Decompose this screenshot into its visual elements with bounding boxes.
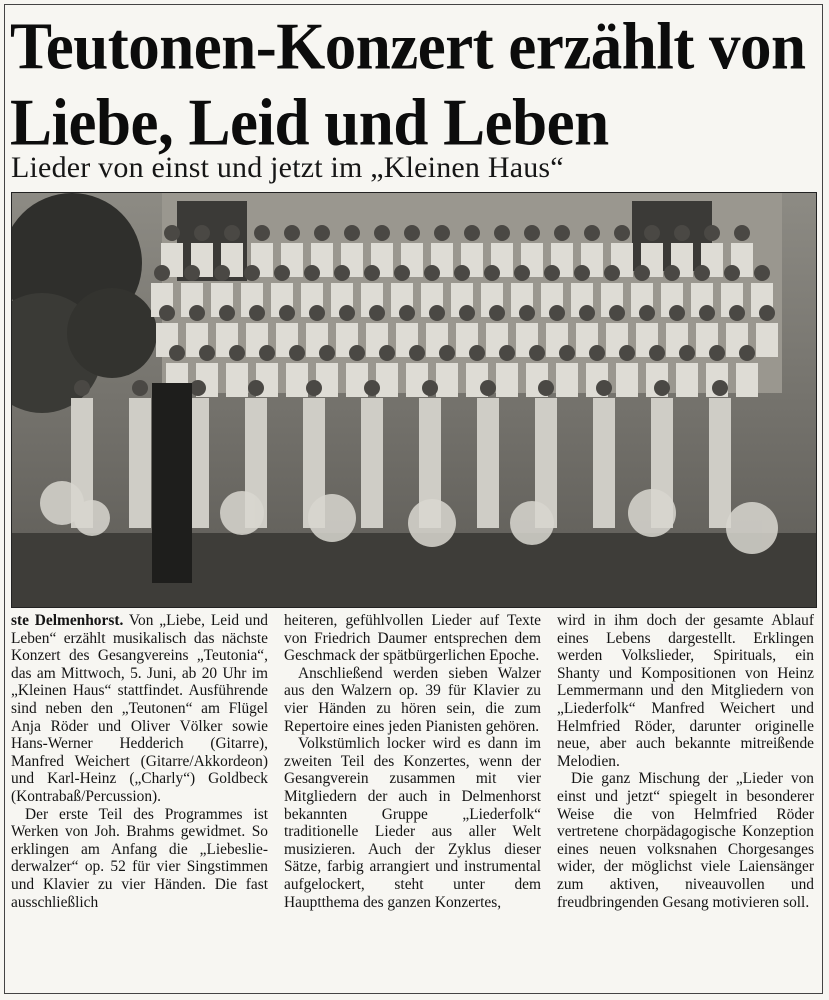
singer-head: [699, 305, 715, 321]
singer-head: [289, 345, 305, 361]
singer-head: [619, 345, 635, 361]
dateline: ste Delmenhorst.: [11, 612, 124, 629]
singer-head: [429, 305, 445, 321]
singer-head: [524, 225, 540, 241]
singer-head: [559, 345, 575, 361]
singer-head: [379, 345, 395, 361]
paragraph-text: Die ganz Mischung der „Lieder von einst und jetzt“ spiegelt in besonderer Weise die von Helmfried Röder vertretene chorpädagogische Konzeption eines neuen volksnahen Chorgesanges wider, der möglichst viele Laiensänger zum aktiven, niveauvollen und freudbringenden Gesang motivieren soll.: [557, 770, 814, 911]
singer-head: [259, 345, 275, 361]
singer-head: [394, 265, 410, 281]
singer-head: [469, 345, 485, 361]
singer-body: [376, 363, 398, 397]
singer-head: [694, 265, 710, 281]
paragraph-text: Der erste Teil des Programmes ist Werken von Joh. Brahms gewidmet. So erklingen am Anfang die „Liebesliederwalzer“ op. 52 für vier Singstimmen und Klavier zu vier Händen. Die fast ausschließlich: [11, 805, 268, 911]
singer-head: [219, 305, 235, 321]
singer-head: [169, 345, 185, 361]
singer-head: [409, 345, 425, 361]
singer-head: [214, 265, 230, 281]
singer-head: [544, 265, 560, 281]
singer-head: [374, 225, 390, 241]
singer-head: [754, 265, 770, 281]
singer-head: [579, 305, 595, 321]
singer-head: [199, 345, 215, 361]
singer-head: [74, 380, 90, 396]
singer-head: [739, 345, 755, 361]
singer-body: [616, 363, 638, 397]
singer-head: [314, 225, 330, 241]
singer-head: [248, 380, 264, 396]
singer-head: [284, 225, 300, 241]
singer-head: [364, 265, 380, 281]
singer-head: [319, 345, 335, 361]
singer-head: [759, 305, 775, 321]
singer-head: [538, 380, 554, 396]
paragraph: [11, 612, 268, 806]
singer-head: [554, 225, 570, 241]
singer-body: [676, 363, 698, 397]
singer-head: [712, 380, 728, 396]
singer-head: [654, 380, 670, 396]
singer-body: [593, 398, 615, 528]
singer-head: [664, 265, 680, 281]
singer-body: [496, 363, 518, 397]
paragraph: [284, 612, 541, 665]
singer-head: [349, 345, 365, 361]
singer-head: [649, 345, 665, 361]
singer-head: [194, 225, 210, 241]
singer-head: [344, 225, 360, 241]
singer-body: [709, 398, 731, 528]
singer-head: [704, 225, 720, 241]
article-body: [11, 612, 817, 992]
singer-body: [436, 363, 458, 397]
singer-body: [361, 398, 383, 528]
singer-head: [434, 225, 450, 241]
singer-body: [556, 363, 578, 397]
singer-head: [439, 345, 455, 361]
singer-head: [549, 305, 565, 321]
singer-head: [634, 265, 650, 281]
singer-head: [724, 265, 740, 281]
singer-head: [334, 265, 350, 281]
singer-head: [639, 305, 655, 321]
singer-head: [304, 265, 320, 281]
singer-head: [489, 305, 505, 321]
singer-head: [159, 305, 175, 321]
singer-head: [224, 225, 240, 241]
singer-head: [596, 380, 612, 396]
singer-body: [286, 363, 308, 397]
singer-head: [519, 305, 535, 321]
headline: Teutonen-Konzert erzählt von Liebe, Leid und Leben: [10, 9, 806, 160]
singer-head: [132, 380, 148, 396]
singer-head: [459, 305, 475, 321]
choir-photo: [11, 192, 817, 608]
singer-head: [514, 265, 530, 281]
singer-head: [339, 305, 355, 321]
paragraph-text: Anschließend werden sieben Walzer aus den Walzern op. 39 für Klavier zu vier Händen zu hören sein, die zum Repertoire eines jeden Pianisten gehören.: [284, 664, 541, 735]
singer-head: [709, 345, 725, 361]
singer-head: [529, 345, 545, 361]
singer-head: [184, 265, 200, 281]
singer-head: [574, 265, 590, 281]
singer-head: [424, 265, 440, 281]
column-2: [284, 612, 541, 911]
singer-head: [589, 345, 605, 361]
singer-body: [129, 398, 151, 528]
singer-body: [736, 363, 758, 397]
singer-head: [404, 225, 420, 241]
singer-head: [734, 225, 750, 241]
singer-head: [669, 305, 685, 321]
singer-head: [369, 305, 385, 321]
paragraph: [11, 806, 268, 912]
paragraph-text: Volkstümlich locker wird es dann im zweiten Teil des Konzertes, wenn der Gesangverein zusammen mit vier Mitgliedern der auch in Delmenhorst bekannten Gruppe „Liederfolk“ traditionelle Lieder aus aller Welt musizieren. Auch der Zyklus dieser Sätze, farbig arrangiert und instrumental aufgelockert, steht unter dem Hauptthema des ganzen Konzertes,: [284, 735, 541, 911]
paragraph-text: wird in ihm doch der gesamte Ablauf eines Lebens dargestellt. Erklingen werden Volkslieder, Spirituals, ein Shanty und Kompositionen von Heinz Lemmermann und den Mitgliedern von „Liederfolk“ Manfred Weichert und Helmfried Röder, darunter originelle neue, aber auch bekannte mitreißende Melodien.: [557, 612, 814, 770]
paragraph: [284, 665, 541, 735]
column-3: [557, 612, 814, 911]
paragraph-text: Von „Liebe, Leid und Leben“ erzählt musikalisch das nächste Konzert des Gesangvereins „Teutonia“, das am Mittwoch, 5. Juni, ab 20 Uhr im „Kleinen Haus“ stattfindet. Ausführende sind neben den „Teutonen“ am Flügel Anja Röder und Oliver Völker sowie Hans-Werner Hedderich (Gitarre), Manfred Weichert (Gitarre/Akkordeon) und Karl-Heinz („Charly“) Goldbeck (Kontrabaß/Percussion).: [11, 612, 268, 805]
singer-head: [584, 225, 600, 241]
column-1: [11, 612, 268, 911]
singer-head: [674, 225, 690, 241]
singer-head: [229, 345, 245, 361]
paragraph: [557, 612, 814, 770]
singer-head: [422, 380, 438, 396]
singer-head: [614, 225, 630, 241]
choir-photo-illustration: [12, 193, 817, 608]
singer-head: [309, 305, 325, 321]
singer-head: [604, 265, 620, 281]
singer-head: [244, 265, 260, 281]
paragraph: [284, 735, 541, 911]
singer-body: [477, 398, 499, 528]
singer-head: [494, 225, 510, 241]
conductor-figure: [152, 383, 192, 583]
singer-head: [644, 225, 660, 241]
singer-head: [729, 305, 745, 321]
singer-body: [346, 363, 368, 397]
singer-head: [279, 305, 295, 321]
singer-head: [679, 345, 695, 361]
singer-head: [254, 225, 270, 241]
singer-head: [154, 265, 170, 281]
singer-head: [464, 225, 480, 241]
singer-head: [164, 225, 180, 241]
subheadline: Lieder von einst und jetzt im „Kleinen Haus“: [11, 151, 564, 184]
singer-head: [484, 265, 500, 281]
singer-head: [609, 305, 625, 321]
singer-head: [274, 265, 290, 281]
singer-head: [480, 380, 496, 396]
paragraph: [557, 770, 814, 911]
singer-head: [190, 380, 206, 396]
paragraph-text: heiteren, gefühlvollen Lieder auf Texte von Friedrich Daumer entsprechen dem Geschmack der spätbürgerlichen Epoche.: [284, 612, 541, 665]
singer-head: [189, 305, 205, 321]
singer-head: [249, 305, 265, 321]
singer-head: [364, 380, 380, 396]
singer-body: [226, 363, 248, 397]
singer-body: [756, 323, 778, 357]
singer-head: [306, 380, 322, 396]
singer-head: [454, 265, 470, 281]
singer-head: [499, 345, 515, 361]
singer-head: [399, 305, 415, 321]
